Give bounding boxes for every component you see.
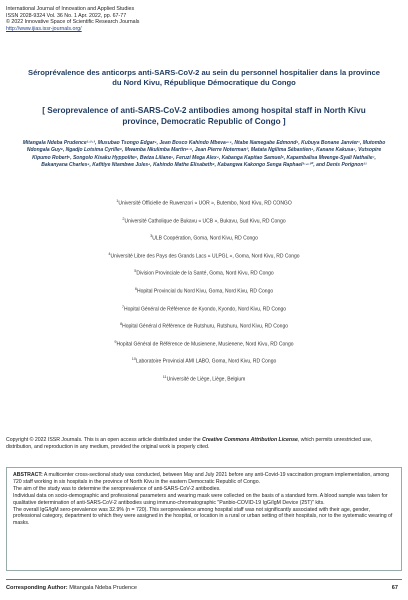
abstract-label: ABSTRACT:: [13, 472, 43, 478]
affiliation-item: [40, 216, 368, 234]
affiliation-number: 5: [134, 269, 137, 274]
copyright-text-before: Copyright © 2022 ISSR Journals. This is an open access article distributed under the: [6, 437, 201, 443]
abstract-paragraph-2: The aim of the study was to determine the seroprevalence of anti-SARS-CoV-2 antibodies.: [13, 485, 221, 492]
license-link[interactable]: Creative Commons Attribution License: [202, 437, 298, 443]
affiliation-number: 10: [131, 357, 136, 362]
affiliation-text: Université Libre des Pays des Grands Lacs « ULPGL », Goma, Nord Kivu, RD Congo: [110, 253, 300, 260]
affiliation-item: [40, 198, 368, 216]
affiliation-item: [40, 374, 368, 392]
affiliation-text: Hopital Général d Référence de Rutshuru, Rutshuru, Nord Kivu, RD Congo: [122, 323, 289, 330]
copyright-notice: [6, 437, 400, 451]
corresponding-author-name: Mitangala Ndeba Prudence: [69, 585, 137, 591]
abstract-box: [6, 467, 402, 571]
affiliation-text: Division Provinciale de la Santé, Goma, Nord Kivu, RD Congo: [136, 271, 274, 278]
page-number: 67: [391, 585, 398, 591]
affiliation-text: Laboratoire Provincial AMI LABO, Goma, Nord Kivu, RD Congo: [135, 359, 277, 365]
copyright-text-after: , which permits unrestricted use, distribution, and reproduction in any medium, provided the original work is properly cited.: [6, 437, 373, 450]
journal-copyright: © 2022 Innovative Space of Scientific Research Journals: [6, 19, 140, 26]
corresponding-author-label: Corresponding Author:: [6, 585, 68, 591]
affiliation-item: [40, 286, 368, 304]
journal-header: [6, 6, 266, 32]
abstract-paragraph-4: The overall IgG/IgM sero-prevalence was 32.9% (n = 720). This seroprevalence among hospital staff was not significantly associated with their age, gender, professional category, department to which they were assigned in the hospital, or location in a rural or urban setting of their hospitals, nor to the systematic wearing of masks.: [13, 506, 393, 527]
abstract-paragraph-1: [13, 472, 395, 486]
author-list: Mitangala Ndeba Prudence¹·²·³, Musubao Tsongo Edgar⁴, Jean Bosco Kahindo Mbeva⁴·⁵, Ntabe Namegabe Edmond⁶, Kubuya Bonane Janvier⁷, Mutombo Ndongala Guy⁸, Ngadjo Lotsima Cyrille⁹, Mwamba Nkulimba Martin⁸·⁹, Jean Pierre Noterman³, Matata Ngilima Sébastien⁴, Kanane Kakusa⁵, Vutsopire Kipumo Robert⁶, Songolo Kisaku Hyppolite⁹, Bwiza Liliane⁵, Feruzi Mega Alex⁴, Kabanga Kapitao Samuel⁸, Kapambalisa Mwenge-Syali Nathalie⁷, Bakanyana Charles⁴, Kafitiye Ntambwe Jules⁴, Kahindo Mathe Elisabeth⁸, Kabangwa Kakongo Senga Raphael²·⁴·¹⁰, and Denis Porignon¹¹: [22, 140, 386, 169]
affiliation-item: [40, 233, 368, 251]
affiliation-item: [40, 304, 368, 322]
affiliation-number: 9: [114, 339, 117, 344]
page-footer: [6, 579, 402, 591]
affiliation-number: 6: [134, 286, 137, 291]
affiliation-text: Université Officielle de Ruwenzori « UOR », Butembo, Nord Kivu, RD CONGO: [118, 200, 292, 207]
affiliation-item: [40, 339, 368, 357]
affiliation-item: [40, 321, 368, 339]
affiliation-number: 4: [108, 251, 111, 256]
affiliation-item: [40, 251, 368, 269]
journal-name: International Journal of Innovation and Applied Studies: [6, 6, 135, 12]
title-english: [ Seroprevalence of anti-SARS-CoV-2 antibodies among hospital staff in North Kivu province, Democratic Republic of Congo ]: [42, 106, 366, 126]
affiliation-list: [40, 198, 368, 392]
affiliation-text: ULB Coopération, Goma, Nord Kivu, RD Congo: [152, 235, 258, 242]
affiliation-text: Hopital Général de Référence de Kyondo, Kyondo, Nord Kivu, RD Congo: [124, 306, 287, 313]
affiliation-number: 2: [122, 216, 125, 221]
affiliation-number: 3: [150, 234, 153, 239]
affiliation-number: 7: [121, 304, 125, 309]
affiliation-text: Université Catholique de Bukavu « UCB », Bukavu, Sud Kivu, RD Congo: [124, 218, 286, 225]
journal-issn: ISSN 2028-9324 Vol. 36 No. 1 Apr. 2022, pp. 67-77: [6, 12, 127, 19]
affiliation-number: 11: [162, 374, 167, 379]
affiliation-number: 1: [116, 199, 119, 203]
affiliation-number: 8: [119, 322, 123, 327]
journal-url-link[interactable]: http://www.ijias.issr-journals.org/: [6, 25, 82, 32]
affiliation-item: [40, 356, 368, 374]
title-french: Séroprévalence des anticorps anti-SARS-CoV-2 au sein du personnel hospitalier dans la province du Nord Kivu, République Démocratique du Congo: [28, 68, 380, 87]
abstract-paragraph-3: Individual data on socio-demographic and professional parameters and wearing mask were collected on the basis of a standard form. A blood sample was taken for qualitative determination of anti-SARS-CoV-2 antibodies using immuno-chromatographic "Panbio-COVID-19 IgG/IgM Device (25T)" kits.: [13, 492, 388, 506]
affiliation-item: [40, 268, 368, 286]
affiliation-text: Université de Liège, Liège, Belgium: [166, 376, 246, 383]
abstract-text-1: A multicenter cross-sectional study was conducted, between May and July 2021 before any anti-Covid-19 vaccination program implementation, among 720 staff working in six hospitals in the province of North Kivu in the eastern Democratic Republic of Congo.: [13, 472, 389, 485]
affiliation-text: Hopital Général de Référence de Musienene, Musienene, Nord Kivu, RD Congo: [116, 341, 294, 348]
affiliation-text: Hopital Provincial du Nord Kivu, Goma, Nord Kivu, RD Congo: [136, 288, 274, 295]
